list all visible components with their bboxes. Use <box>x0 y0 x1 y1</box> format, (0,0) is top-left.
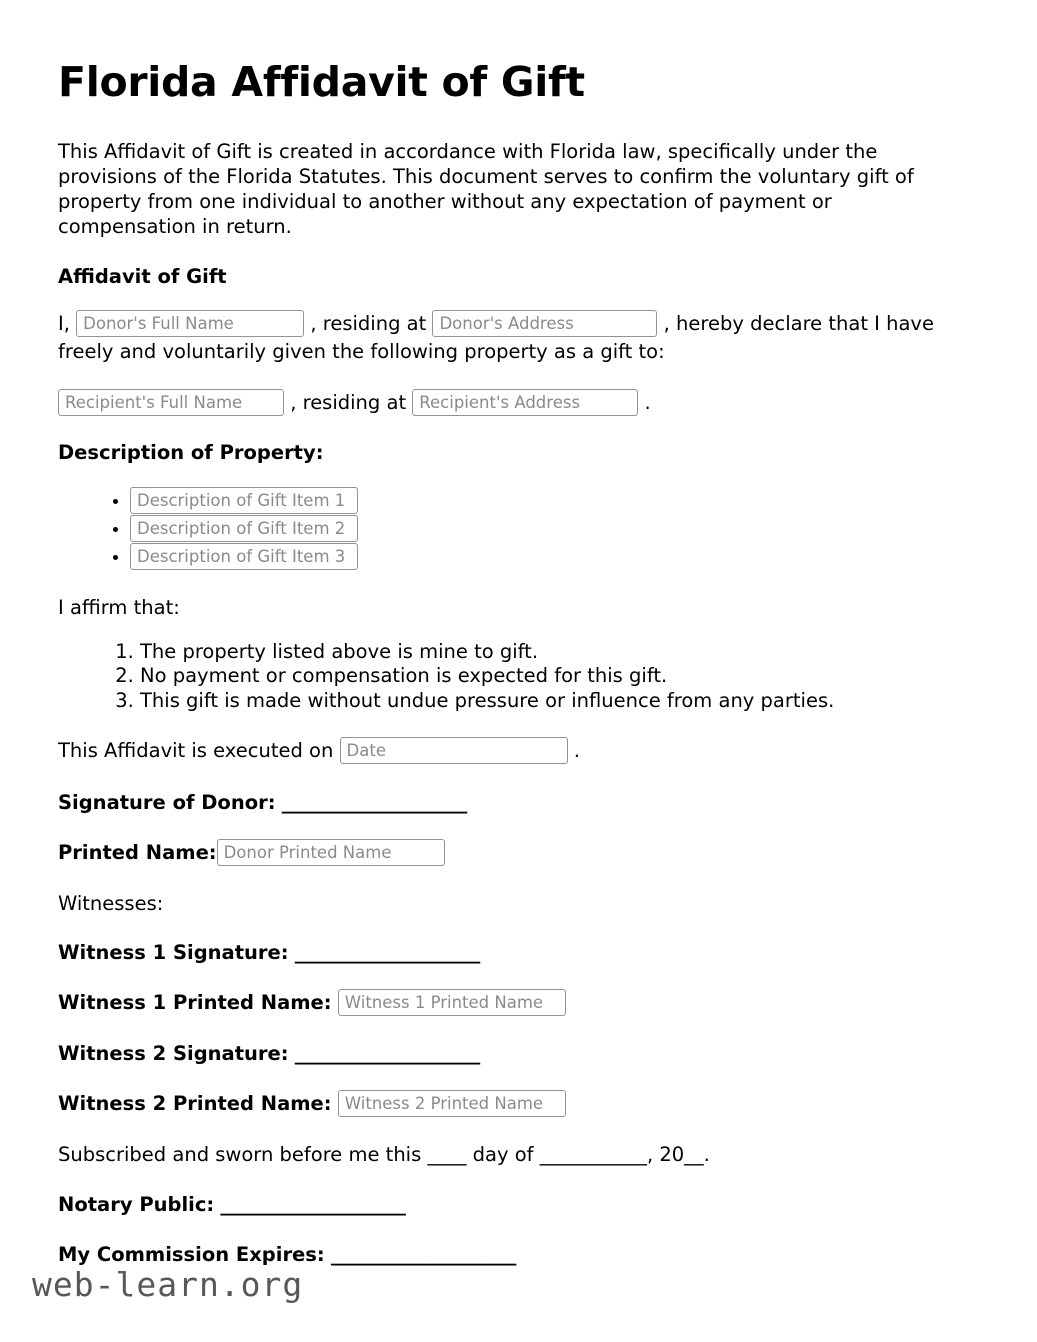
declaration-after-donor-address: , hereby declare that I have freely and voluntarily given the following property as a gift to: <box>58 312 934 364</box>
witness-1-printed-name-row <box>58 989 979 1017</box>
intro-paragraph: This Affidavit of Gift is created in accordance with Florida law, specifically under the provisions of the Florida Statutes. This document serves to confirm the voluntary gift of property from one individual to another without any expectation of payment or compensation in return. <box>58 140 914 239</box>
list-item <box>130 543 979 571</box>
recipient-address-input[interactable] <box>412 389 638 416</box>
donor-printed-name-input[interactable] <box>217 839 445 866</box>
witness-1-signature-row <box>58 939 979 966</box>
witness-1-printed-name-input[interactable] <box>338 989 566 1016</box>
donor-printed-name-row <box>58 839 979 867</box>
donor-signature-blank[interactable]: ____________________ <box>281 791 467 815</box>
witness-2-signature-blank[interactable]: ____________________ <box>294 1042 480 1066</box>
witness-2-printed-name-input[interactable] <box>338 1090 566 1117</box>
declaration-after-donor-name: , residing at <box>310 312 427 336</box>
witness-2-printed-name-label: Witness 2 Printed Name: <box>58 1092 332 1116</box>
donor-address-input[interactable] <box>432 310 657 337</box>
donor-signature-label: Signature of Donor: <box>58 791 276 815</box>
witness-1-signature-label: Witness 1 Signature: <box>58 941 289 965</box>
donor-full-name-input[interactable] <box>76 310 304 337</box>
affirmation-list <box>58 640 979 714</box>
gift-item-2-input[interactable] <box>130 515 358 542</box>
recipient-trailing-period: . <box>644 391 651 415</box>
recipient-block <box>58 389 958 417</box>
site-watermark: web-learn.org <box>32 1265 304 1304</box>
list-item: 1. The property listed above is mine to gift. <box>140 640 979 665</box>
execution-trailing-period: . <box>573 739 580 763</box>
witness-2-signature-row <box>58 1040 979 1067</box>
section-heading-affidavit: Affidavit of Gift <box>58 265 227 289</box>
execution-date-block <box>58 737 958 765</box>
notary-public-label: Notary Public: <box>58 1193 215 1217</box>
execution-text-before-date: This Affidavit is executed on <box>58 739 334 763</box>
notary-public-blank[interactable]: ____________________ <box>220 1193 406 1217</box>
list-item: 2. No payment or compensation is expected for this gift. <box>140 664 979 689</box>
list-item: 3. This gift is made without undue pressure or influence from any parties. <box>140 689 979 714</box>
witness-1-signature-blank[interactable]: ____________________ <box>294 941 480 965</box>
recipient-between-text: , residing at <box>290 391 407 415</box>
donor-signature-row <box>58 789 979 816</box>
list-item <box>130 515 979 543</box>
notary-public-row <box>58 1191 979 1218</box>
affirmation-intro: I affirm that: <box>58 595 180 619</box>
sworn-statement: Subscribed and sworn before me this ____ day of ___________, 20__. <box>58 1143 710 1167</box>
page-title: Florida Affidavit of Gift <box>58 58 585 106</box>
witness-2-signature-label: Witness 2 Signature: <box>58 1042 289 1066</box>
donor-printed-name-label: Printed Name: <box>58 841 217 865</box>
list-item <box>130 487 979 515</box>
section-heading-property: Description of Property: <box>58 441 324 465</box>
gift-item-3-input[interactable] <box>130 543 358 570</box>
witness-1-printed-name-label: Witness 1 Printed Name: <box>58 991 332 1015</box>
declaration-lead-text: I, <box>58 312 70 336</box>
recipient-full-name-input[interactable] <box>58 389 284 416</box>
gift-item-list <box>58 487 979 571</box>
witnesses-intro: Witnesses: <box>58 892 164 916</box>
witness-2-printed-name-row <box>58 1090 979 1118</box>
declaration-block <box>58 310 958 365</box>
commission-expires-label: My Commission Expires: <box>58 1243 325 1267</box>
gift-item-1-input[interactable] <box>130 487 358 514</box>
execution-date-input[interactable] <box>340 737 568 764</box>
commission-expires-blank[interactable]: ____________________ <box>330 1243 516 1267</box>
